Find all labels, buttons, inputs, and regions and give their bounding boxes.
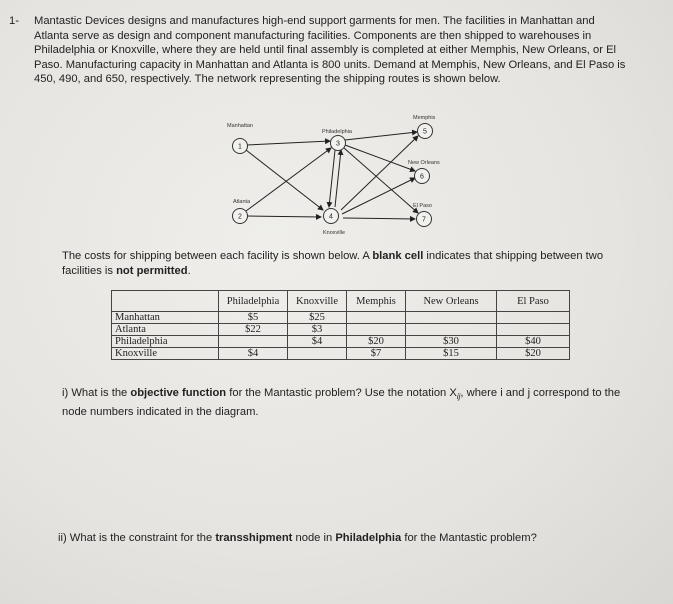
- node-7: [413, 203, 432, 227]
- table-cell: Manhattan: [112, 312, 219, 324]
- node-4: [323, 209, 345, 237]
- table-header-cell: Knoxville: [288, 291, 347, 312]
- edge-1-3: [247, 141, 330, 145]
- question-1: i) What is the objective function for the Mantastic problem? Use the notation $X_{ij}$, where i and j correspond to the node numbers indicated in the diagram.: [62, 387, 621, 418]
- table-cell: $40: [497, 336, 570, 348]
- costs-description: The costs for shipping between each facility is shown below. A blank cell indicates that shipping between two facilities is not permitted.: [62, 250, 604, 277]
- svg-text:New Orleans: New Orleans: [408, 160, 440, 166]
- edge-4-3: [335, 150, 341, 207]
- svg-text:4: 4: [329, 213, 333, 221]
- objective-function-emphasis: objective function: [130, 387, 227, 399]
- table-row: [112, 336, 570, 348]
- table-cell: Knoxville: [112, 348, 219, 360]
- table-cell: $15: [406, 348, 497, 360]
- table-cell: $7: [347, 348, 406, 360]
- edge-2-4: [247, 216, 321, 217]
- table-cell: $30: [406, 336, 497, 348]
- table-cell: $20: [497, 348, 570, 360]
- cost-table: [111, 290, 570, 360]
- svg-text:El Paso: El Paso: [413, 203, 432, 209]
- table-cell: [497, 324, 570, 336]
- philadelphia-emphasis: Philadelphia: [335, 532, 402, 544]
- svg-text:Atlanta: Atlanta: [233, 199, 251, 205]
- edge-2-3: [246, 148, 331, 211]
- table-cell: $20: [347, 336, 406, 348]
- svg-text:7: 7: [422, 216, 426, 224]
- table-cell: $4: [288, 336, 347, 348]
- table-cell: [347, 312, 406, 324]
- svg-text:Manhattan: Manhattan: [227, 123, 253, 129]
- node-5: [413, 115, 436, 139]
- node-2: [233, 199, 252, 224]
- problem-statement: [9, 14, 632, 87]
- edge-3-4: [329, 150, 335, 207]
- svg-text:Philadelphia: Philadelphia: [322, 129, 352, 135]
- table-cell: $4: [219, 348, 288, 360]
- table-cell: $25: [288, 312, 347, 324]
- svg-text:Memphis: Memphis: [413, 115, 436, 121]
- node-1: [227, 123, 253, 154]
- table-cell: [406, 324, 497, 336]
- table-cell: [406, 312, 497, 324]
- edge-1-4: [246, 150, 323, 210]
- table-cell: $3: [288, 324, 347, 336]
- problem-number: 1-: [9, 15, 19, 27]
- svg-text:3: 3: [336, 140, 340, 148]
- node-6: [408, 160, 440, 184]
- transshipment-emphasis: transshipment: [215, 532, 293, 544]
- network-diagram: [225, 112, 445, 237]
- not-permitted-emphasis: not permitted: [116, 264, 188, 277]
- table-cell: [219, 336, 288, 348]
- table-header-cell: Philadelphia: [219, 291, 288, 312]
- table-header-cell: El Paso: [497, 291, 570, 312]
- edge-4-7: [343, 218, 415, 219]
- svg-text:Knoxville: Knoxville: [323, 230, 346, 236]
- svg-text:2: 2: [238, 213, 242, 221]
- table-cell: Atlanta: [112, 324, 219, 336]
- edge-3-7: [344, 148, 418, 213]
- table-cell: $5: [219, 312, 288, 324]
- notation-subscript: ij: [456, 392, 461, 402]
- table-header-cell: [112, 291, 219, 312]
- edge-4-5: [341, 136, 418, 210]
- table-cell: [288, 348, 347, 360]
- blank-cell-emphasis: blank cell: [372, 250, 424, 262]
- svg-text:5: 5: [423, 128, 427, 136]
- table-cell: [497, 312, 570, 324]
- question-2: ii) What is the constraint for the transshipment node in Philadelphia for the Mantastic problem?: [58, 532, 537, 544]
- edge-3-5: [345, 132, 417, 140]
- table-cell: $22: [219, 324, 288, 336]
- table-cell: Philadelphia: [112, 336, 219, 348]
- table-cell: [347, 324, 406, 336]
- table-header-cell: New Orleans: [406, 291, 497, 312]
- problem-text: Mantastic Devices designs and manufactures high-end support garments for men. The facilities in Manhattan and Atlanta serve as design and component manufacturing facilities. Components are then shipped to warehouses in Philadelphia or Knoxville, where they are held until final assembly is completed at either Memphis, New Orleans, or El Paso. Manufacturing capacity in Manhattan and Atlanta is 800 units. Demand at Memphis, New Orleans, and El Paso is 450, 490, and 650, respectively. The network representing the shipping routes is shown below.: [34, 15, 626, 86]
- table-row: [112, 312, 570, 324]
- table-row: [112, 348, 570, 360]
- edge-4-6: [342, 178, 415, 214]
- table-row: [112, 324, 570, 336]
- svg-text:6: 6: [420, 173, 424, 181]
- table-header-row: [112, 291, 570, 312]
- table-header-cell: Memphis: [347, 291, 406, 312]
- svg-text:1: 1: [238, 143, 242, 151]
